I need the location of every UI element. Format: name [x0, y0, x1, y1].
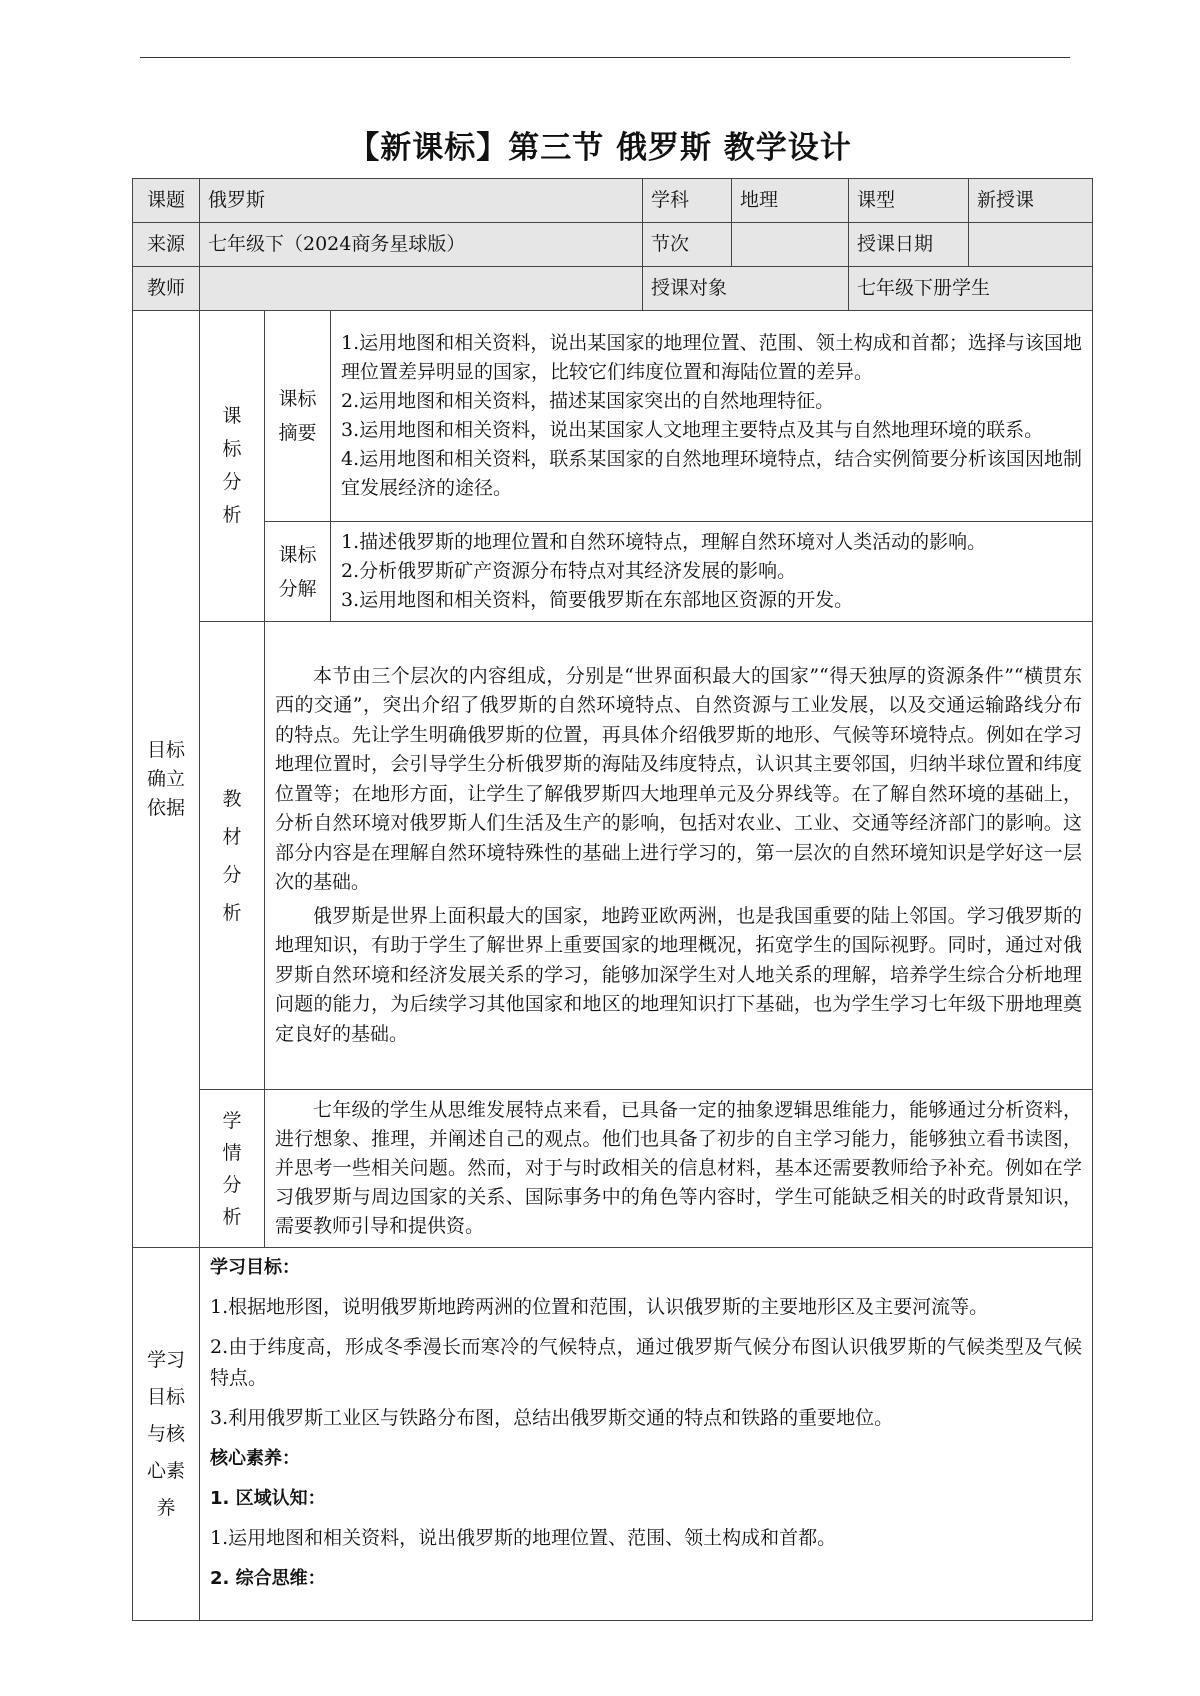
summary-line: 1.运用地图和相关资料，说出某国家的地理位置、范围、领土构成和首都；选择与该国地理位置差异明显的国家，比较它们纬度位置和海陆位置的差异。 [341, 332, 1082, 383]
value-lesson-type: 新授课 [969, 179, 1093, 223]
goal-item: 1.根据地形图，说明俄罗斯地跨两洲的位置和范围，认识俄罗斯的主要地形区及主要河流等。 [210, 1296, 989, 1318]
textbook-paragraph-1: 本节由三个层次的内容组成，分别是“世界面积最大的国家”“得天独厚的资源条件”“横贯东西的交通”，突出介绍了俄罗斯的自然环境特点、自然资源与工业发展，以及交通运输路线分布的特点。先让学生明确俄罗斯的位置，再具体介绍俄罗斯的地形、气候等环境特点。例如在学习地理位置时，会引导学生分析俄罗斯的海陆及纬度特点，认识其主要邻国，归纳半球位置和纬度位置等；在地形方面，让学生了解俄罗斯四大地理单元及分界线等。在了解自然环境的基础上，分析自然环境对俄罗斯人们生活及生产的影响，包括对农业、工业、交通等经济部门的影响。这部分内容是在理解自然环境特殊性的基础上进行学习的，第一层次的自然环境知识是学好这一层次的基础。 [275, 664, 1082, 894]
goals-label [133, 1248, 200, 1621]
decompose-line: 3.运用地图和相关资料，简要俄罗斯在东部地区资源的开发。 [341, 589, 854, 611]
curriculum-label-text: 课标分析 [222, 405, 242, 526]
textbook-label [200, 622, 265, 1090]
summary-label-text: 课标摘要 [278, 388, 317, 444]
lesson-design-table [132, 178, 1093, 1621]
summary-line: 4.运用地图和相关资料，联系某国家的自然地理环境特点，结合实例简要分析该国因地制宜发展经济的途径。 [341, 448, 1082, 499]
decompose-label-text: 课标分解 [278, 543, 317, 600]
goals-label-text: 学习目标与核心素养 [146, 1348, 185, 1519]
textbook-paragraph-2: 俄罗斯是世界上面积最大的国家，地跨亚欧两洲，也是我国重要的陆上邻国。学习俄罗斯的地理知识，有助于学生了解世界上重要国家的地理概况，拓宽学生的国际视野。同时，通过对俄罗斯自然环境和经济发展关系的学习，能够加深学生对人地关系的理解，培养学生综合分析地理问题的能力，为后续学习其他国家和地区的地理知识打下基础，也为学生学习七年级下册地理奠定良好的基础。 [275, 904, 1082, 1045]
goal-item: 3.利用俄罗斯工业区与铁路分布图，总结出俄罗斯交通的特点和铁路的重要地位。 [210, 1407, 894, 1429]
decompose-content [331, 522, 1093, 622]
decompose-label [265, 522, 331, 622]
value-topic: 俄罗斯 [200, 179, 643, 223]
value-audience: 七年级下册学生 [849, 267, 1093, 311]
label-period: 节次 [643, 223, 732, 267]
decompose-line: 2.分析俄罗斯矿产资源分布特点对其经济发展的影响。 [341, 560, 797, 582]
value-subject: 地理 [732, 179, 849, 223]
students-paragraph: 七年级的学生从思维发展特点来看，已具备一定的抽象逻辑思维能力，能够通过分析资料，进行想象、推理，并阐述自己的观点。他们也具备了初步的自主学习能力，能够独立看书读图，并思考一些相关问题。然而，对于与时政相关的信息材料，基本还需要教师给予补充。例如在学习俄罗斯与周边国家的关系、国际事务中的角色等内容时，学生可能缺乏相关的时政背景知识，需要教师引导和提供资。 [275, 1099, 1082, 1237]
decompose-line: 1.描述俄罗斯的地理位置和自然环境特点，理解自然环境对人类活动的影响。 [341, 531, 987, 553]
goals-heading: 学习目标： [210, 1257, 300, 1278]
basis-label [133, 311, 200, 1248]
students-content [265, 1090, 1093, 1248]
literacy-thinking-title: 2. 综合思维： [210, 1568, 326, 1589]
curriculum-label [200, 311, 265, 622]
label-teacher: 教师 [133, 267, 200, 311]
summary-content [331, 311, 1093, 522]
summary-line: 3.运用地图和相关资料，说出某国家人文地理主要特点及其与自然地理环境的联系。 [341, 419, 1044, 441]
label-topic: 课题 [133, 179, 200, 223]
textbook-content [265, 622, 1093, 1090]
summary-line: 2.运用地图和相关资料，描述某国家突出的自然地理特征。 [341, 390, 835, 412]
value-date [969, 223, 1093, 267]
basis-label-text: 目标确立依据 [146, 738, 185, 819]
label-lesson-type: 课型 [849, 179, 969, 223]
label-date: 授课日期 [849, 223, 969, 267]
literacy-region-title: 1. 区域认知： [210, 1488, 326, 1509]
label-source: 来源 [133, 223, 200, 267]
literacy-heading: 核心素养： [210, 1448, 300, 1469]
literacy-region-text: 1.运用地图和相关资料，说出俄罗斯的地理位置、范围、领土构成和首都。 [210, 1527, 837, 1549]
value-teacher [200, 267, 643, 311]
goals-content [200, 1248, 1093, 1621]
goal-item: 2.由于纬度高，形成冬季漫长而寒冷的气候特点，通过俄罗斯气候分布图认识俄罗斯的气候类型及气候特点。 [210, 1336, 1082, 1389]
header-rule [140, 57, 1070, 58]
summary-label [265, 311, 331, 522]
page-title: 【新课标】第三节 俄罗斯 教学设计 [348, 130, 852, 166]
label-subject: 学科 [643, 179, 732, 223]
textbook-label-text: 教材分析 [222, 787, 242, 924]
label-audience: 授课对象 [643, 267, 849, 311]
value-source: 七年级下（2024商务星球版） [200, 223, 643, 267]
students-label-text: 学情分析 [222, 1109, 242, 1228]
value-period [732, 223, 849, 267]
students-label [200, 1090, 265, 1248]
